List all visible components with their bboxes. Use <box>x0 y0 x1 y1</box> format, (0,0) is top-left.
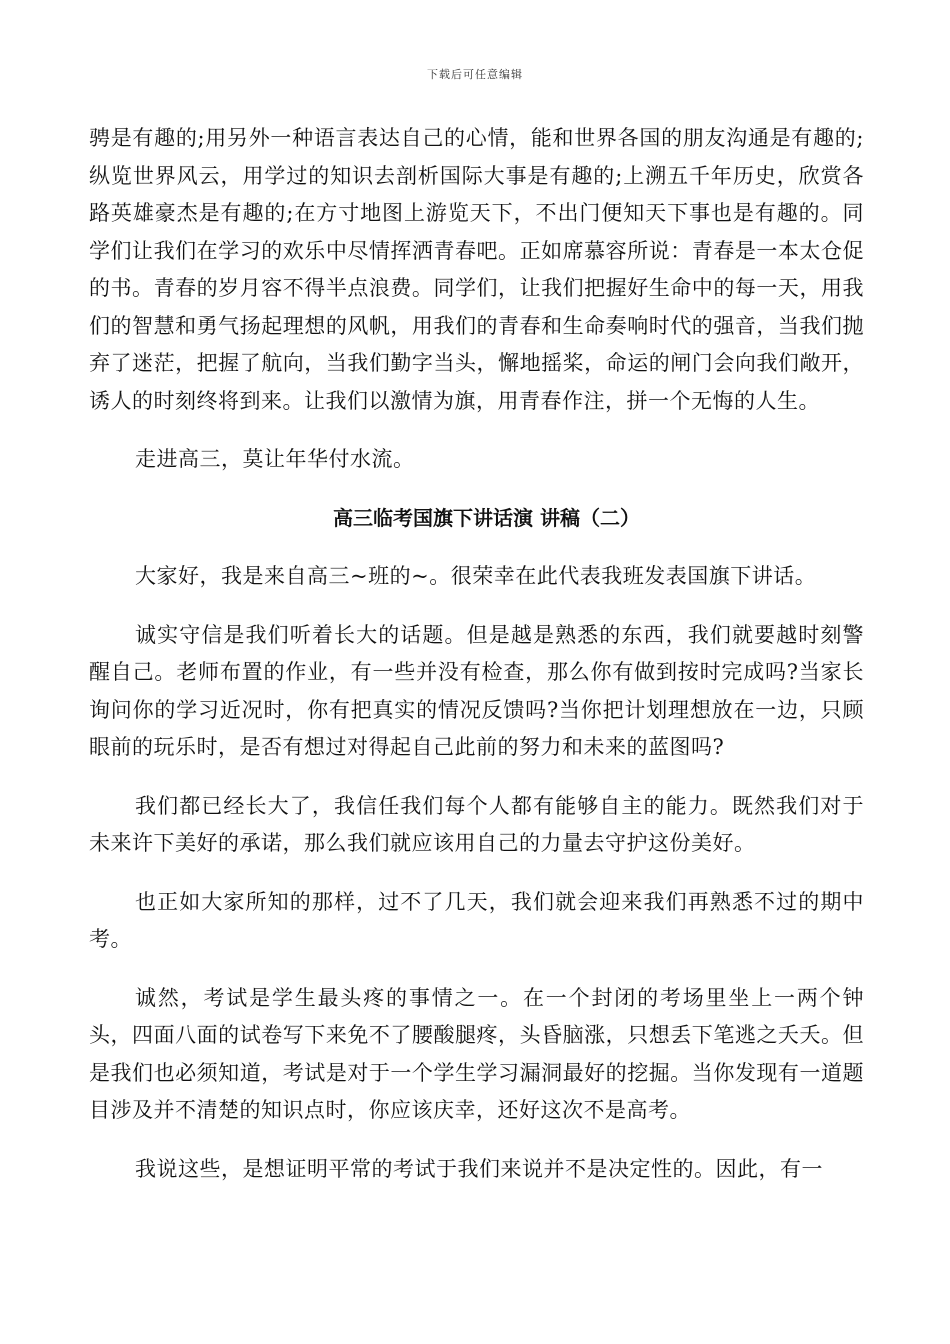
paragraph-5: 我们都已经长大了，我信任我们每个人都有能够自主的能力。既然我们对于未来许下美好的承诺，那么我们就应该用自己的力量去守护这份美好。 <box>89 793 864 855</box>
paragraph-6: 也正如大家所知的那样，过不了几天，我们就会迎来我们再熟悉不过的期中考。 <box>89 889 864 951</box>
paragraph-8: 我说这些，是想证明平常的考试于我们来说并不是决定性的。因此，有一 <box>135 1156 823 1181</box>
header-note: 下载后可任意编辑 <box>427 68 523 81</box>
paragraph-1: 骋是有趣的;用另外一种语言表达自己的心情，能和世界各国的朋友沟通是有趣的;纵览世界风云，用学过的知识去剖析国际大事是有趣的;上溯五千年历史，欣赏各路英雄豪杰是有趣的;在方寸地图上游览天下，不出门便知天下事也是有趣的。同学们让我们在学习的欢乐中尽情挥洒青春吧。正如席慕容所说：青春是一本太仓促的书。青春的岁月容不得半点浪费。同学们，让我们把握好生命中的每一天，用我们的智慧和勇气扬起理想的风帆，用我们的青春和生命奏响时代的强音，当我们抛弃了迷茫，把握了航向，当我们勤字当头，懈地摇桨，命运的闸门会向我们敞开，诱人的时刻终将到来。让我们以激情为旗，用青春作注，拼一个无悔的人生。 <box>89 126 864 413</box>
paragraph-7: 诚然，考试是学生最头疼的事情之一。在一个封闭的考场里坐上一两个钟头，四面八面的试卷写下来免不了腰酸腿疼，头昏脑涨，只想丢下笔逃之夭夭。但是我们也必须知道，考试是对于一个学生学习漏洞最好的挖掘。当你发现有一道题目涉及并不清楚的知识点时，你应该庆幸，还好这次不是高考。 <box>89 985 864 1122</box>
section-heading: 高三临考国旗下讲话演 讲稿（二） <box>333 505 640 530</box>
paragraph-2: 走进高三，莫让年华付水流。 <box>135 447 415 471</box>
document-body <box>89 120 864 1188</box>
paragraph-4: 诚实守信是我们听着长大的话题。但是越是熟悉的东西，我们就要越时刻警醒自己。老师布置的作业，有一些并没有检查，那么你有做到按时完成吗?当家长询问你的学习近况时，你有把真实的情况反馈吗?当你把计划理想放在一边，只顾眼前的玩乐时，是否有想过对得起自己此前的努力和未来的蓝图吗? <box>89 622 864 759</box>
paragraph-3: 大家好，我是来自高三~班的~。很荣幸在此代表我班发表国旗下讲话。 <box>135 564 817 588</box>
